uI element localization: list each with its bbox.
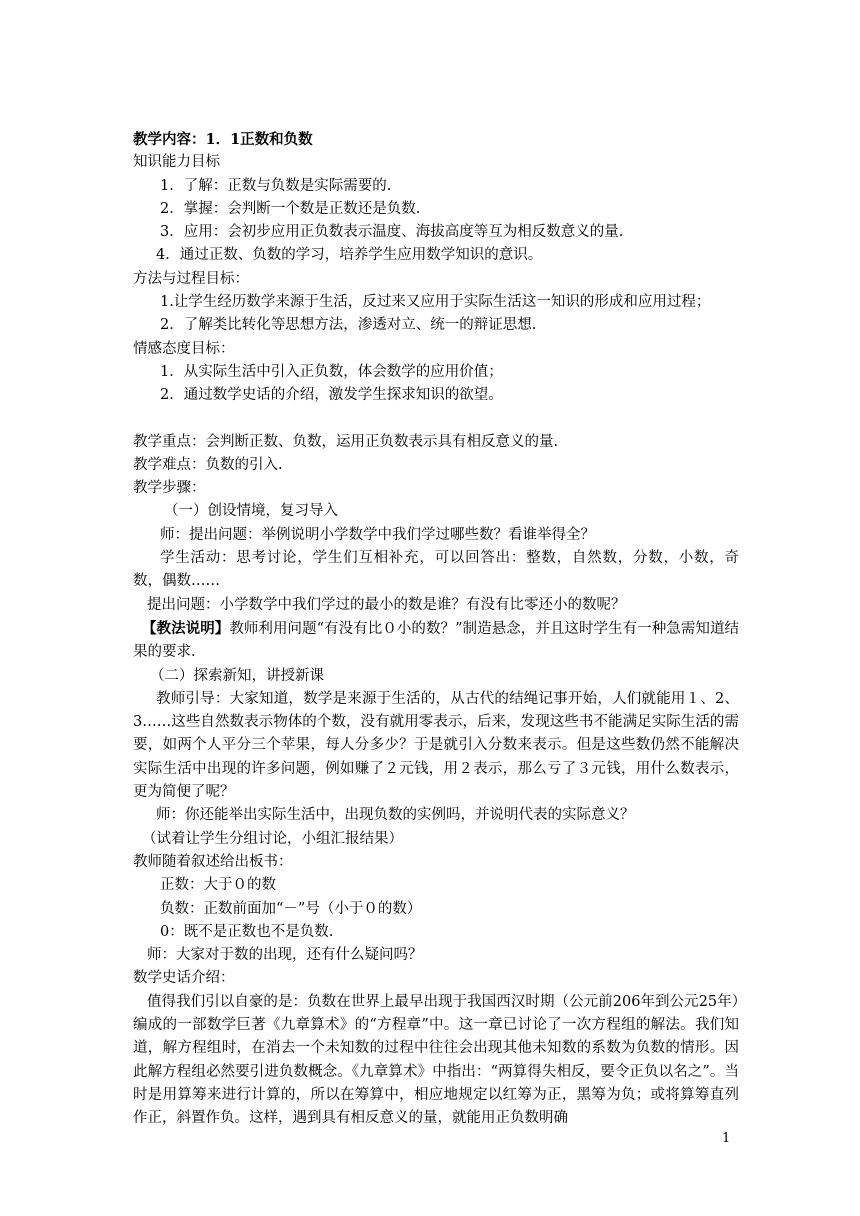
student-activity: 学生活动：思考讨论，学生们互相补充，可以回答出：整数，自然数，分数，小数，奇数，偶数…… <box>133 550 739 590</box>
raise-question: 提出问题：小学数学中我们学过的最小的数是谁？有没有比零还小的数呢？ <box>147 596 626 613</box>
page-number: 1 <box>722 1131 731 1146</box>
difficult-point: 教学难点：负数的引入. <box>133 456 283 473</box>
knowledge-item: 3．应用：会初步应用正负数表示温度、海拔高度等互为相反数意义的量. <box>160 224 624 241</box>
knowledge-item: 1．了解：正数与负数是实际需要的. <box>160 177 392 194</box>
explain-text: 教师利用问题“有没有比０小的数？”制造悬念，并且这时学生有一种急需知道结果的要求. <box>133 620 740 661</box>
board-intro: 教师随着叙述给出板书： <box>133 853 293 870</box>
history-text: 值得我们引以自豪的是：负数在世界上最早出现于我国西汉时期（公元前206年到公元25年）编成的一部数学巨著《九章算术》的“方程章”中。这一章已讨论了一次方程组的解法。我们知道，解方程组时，在消去一个未知数的过程中往往会出现其他未知数的系数为负数的情形。因此解方程组必然要引进负数概念。《九章算术》中指出：“两算得失相反，要令正负以名之”。当时是用算筹来进行计算的，所以在筹算中，相应地规定以红筹为正，黑筹为负；或将算筹直列作正，斜置作负。这样，遇到具有相反意义的量，就能用正负数明确 <box>133 993 739 1127</box>
step2-heading: （二）探索新知，讲授新课 <box>150 667 324 684</box>
knowledge-item: 2．掌握：会判断一个数是正数还是负数. <box>160 200 421 217</box>
explain-label: 【教法说明】 <box>142 619 230 637</box>
board-negative: 负数：正数前面加“－”号（小于０的数） <box>160 900 422 917</box>
method-item: 1.让学生经历数学来源于生活，反过来又应用于实际生活这一知识的形成和应用过程； <box>160 294 711 311</box>
emotion-item: 2．通过数学史话的介绍，激发学生探求知识的欲望。 <box>160 387 503 404</box>
teacher-doubt: 师：大家对于数的出现，还有什么疑问吗？ <box>147 947 423 964</box>
knowledge-heading: 知识能力目标 <box>133 154 220 171</box>
teacher-question: 师：提出问题：举例说明小学数学中我们学过哪些数？看谁举得全？ <box>160 526 595 543</box>
lesson-title-label: 教学内容： <box>133 131 206 148</box>
board-positive: 正数：大于０的数 <box>160 877 276 894</box>
method-explanation <box>133 617 739 665</box>
emotion-heading: 情感态度目标： <box>133 340 235 357</box>
method-heading: 方法与过程目标： <box>133 270 249 287</box>
knowledge-item: 4．通过正数、负数的学习，培养学生应用数学知识的意识。 <box>156 247 543 264</box>
document-body <box>133 128 739 1130</box>
history-heading: 数学史话介绍： <box>133 970 235 987</box>
group-note: （试着让学生分组讨论，小组汇报结果） <box>142 830 403 847</box>
board-zero: 0：既不是正数也不是负数. <box>160 923 334 940</box>
lesson-title-text: 1．1正数和负数 <box>205 131 313 148</box>
key-point: 教学重点：会判断正数、负数，运用正负数表示具有相反意义的量. <box>133 433 559 450</box>
teacher-guide: 教师引导：大家知道，数学是来源于生活的，从古代的结绳记事开始，人们就能用１、2、3……这些自然数表示物体的个数，没有就用零表示，后来，发现这些书不能满足实际生活的需要，如两个人平分三个苹果，每人分多少？于是就引入分数来表示。但是这些数仍然不能解决实际生活中出现的许多问题，例如赚了２元钱，用２表示，那么亏了３元钱，用什么数表示，更为简便了呢？ <box>133 690 739 801</box>
step1-heading: （一）创设情境，复习导入 <box>164 503 338 520</box>
emotion-item: 1．从实际生活中引入正负数，体会数学的应用价值； <box>160 363 503 380</box>
blank-line <box>133 408 739 431</box>
lesson-title <box>133 128 739 151</box>
teacher-ask: 师：你还能举出实际生活中，出现负数的实例吗，并说明代表的实际意义？ <box>156 807 635 824</box>
method-item: 2．了解类比转化等思想方法，渗透对立、统一的辩证思想. <box>160 317 537 334</box>
steps-heading: 教学步骤： <box>133 480 206 497</box>
